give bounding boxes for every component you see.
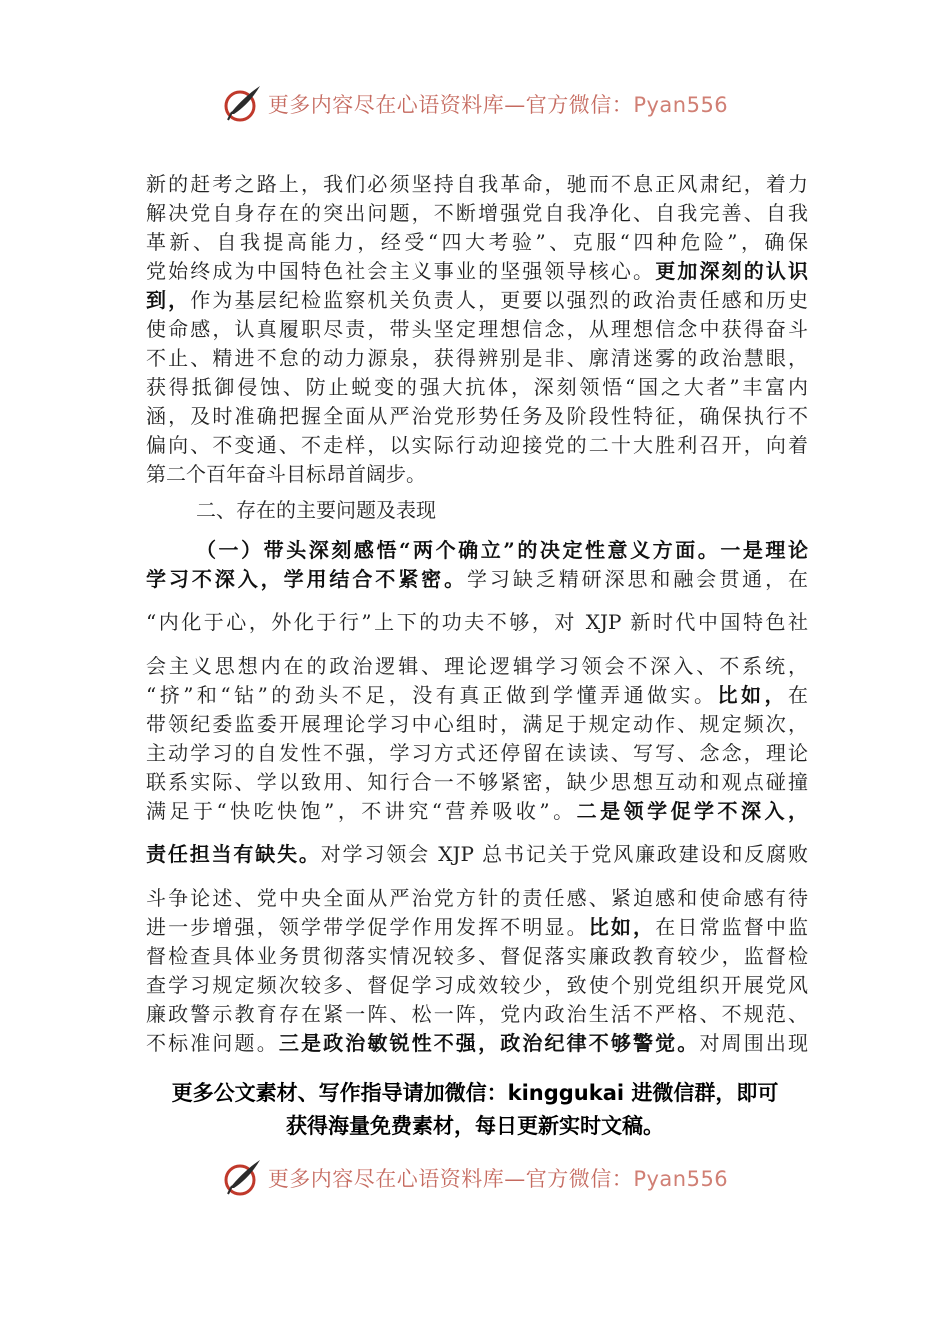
quill-pen-logo-icon — [222, 84, 262, 124]
text-line: （一）带头深刻感悟“两个确立”的决定性意义方面。一是理论 — [196, 538, 808, 562]
text-line: 解决党自身存在的突出问题，不断增强党自我净化、自我完善、自我 — [146, 201, 808, 225]
bold-phrase: 比如， — [717, 683, 789, 707]
bold-phrase: 到， — [146, 288, 191, 312]
text-line: 偏向、不变通、不走样，以实际行动迎接党的二十大胜利召开，向着 — [146, 433, 808, 457]
text-line: 使命感，认真履职尽责，带头坚定理想信念，从理想信念中获得奋斗 — [146, 317, 808, 341]
text-line: 不止、精进不怠的动力源泉，获得辨别是非、廓清迷雾的政治慧眼， — [146, 346, 808, 370]
text-line: 进一步增强，领学带学促学作用发挥不明显。比如，在日常监督中监 — [146, 915, 809, 939]
text-line: 督检查具体业务贯彻落实情况较多、督促落实廉政教育较少，监督检 — [146, 944, 808, 968]
text-line: 会主义思想内在的政治逻辑、理论逻辑学习领会不深入、不系统， — [146, 654, 808, 678]
text-line: “内化于心，外化于行”上下的功夫不够，对 XJP 新时代中国特色社 — [146, 610, 808, 634]
text-line: 获得抵御侵蚀、防止蜕变的强大抗体，深刻领悟“国之大者”丰富内 — [146, 375, 808, 399]
text-line: 满足于“快吃快饱”，不讲究“营养吸收”。二是领学促学不深入， — [146, 799, 808, 823]
wechat-id: Pyan556 — [633, 93, 729, 117]
text-line: 党始终成为中国特色社会主义事业的坚强领导核心。更加深刻的认识 — [146, 259, 809, 283]
promo-line-1: 更多公文素材、写作指导请加微信：kinggukai 进微信群，即可 — [171, 1081, 779, 1105]
text-line: 第二个百年奋斗目标昂首阔步。 — [146, 462, 426, 486]
header-banner — [0, 84, 950, 124]
text-line: 斗争论述、党中央全面从严治党方针的责任感、紧迫感和使命感有待 — [146, 886, 808, 910]
section-heading-text: 二、存在的主要问题及表现 — [196, 498, 436, 522]
text-line: 廉政警示教育存在紧一阵、松一阵，党内政治生活不严格、不规范、 — [146, 1002, 808, 1026]
banner-text: 更多内容尽在心语资料库—官方微信：Pyan556 — [267, 93, 729, 117]
bold-phrase: 二是领学促学不深入， — [576, 799, 808, 823]
text-line: 带领纪委监委开展理论学习中心组时，满足于规定动作、规定频次， — [146, 712, 808, 736]
text-line: 学习不深入，学用结合不紧密。学习缺乏精研深思和融会贯通，在 — [146, 567, 808, 591]
text-line: 到，作为基层纪检监察机关负责人，更要以强烈的政治责任感和历史 — [146, 288, 809, 312]
banner-text: 更多内容尽在心语资料库—官方微信：Pyan556 — [267, 1167, 729, 1191]
text-line: 革新、自我提高能力，经受“四大考验”、克服“四种危险”，确保 — [146, 230, 808, 254]
quill-pen-logo-icon — [222, 1158, 262, 1198]
text-line: 涵，及时准确把握全面从严治党形势任务及阶段性特征，确保执行不 — [146, 404, 808, 428]
bold-phrase: 更加深刻的认识 — [655, 259, 809, 283]
text-line: 主动学习的自发性不强，学习方式还停留在读读、写写、念念，理论 — [146, 741, 808, 765]
text-line: 查学习规定频次较多、督促学习成效较少，致使个别党组织开展党风 — [146, 973, 808, 997]
text-line: 新的赶考之路上，我们必须坚持自我革命，驰而不息正风肃纪，着力 — [146, 172, 808, 196]
text-line: 联系实际、学以致用、知行合一不够紧密，缺少思想互动和观点碰撞 — [146, 770, 808, 794]
text-line: “挤”和“钻”的劲头不足，没有真正做到学懂弄通做实。比如，在 — [146, 683, 809, 707]
bold-phrase: 三是政治敏锐性不强，政治纪律不够警觉。 — [278, 1031, 700, 1055]
bold-phrase: 责任担当有缺失。 — [146, 842, 321, 866]
footer-banner — [0, 1158, 950, 1198]
bold-phrase: 比如， — [588, 915, 656, 939]
wechat-id: Pyan556 — [633, 1167, 729, 1191]
bold-phrase: 学习不深入，学用结合不紧密。 — [146, 567, 467, 591]
promo-line-2: 获得海量免费素材，每日更新实时文稿。 — [286, 1114, 664, 1138]
text-line: 不标准问题。三是政治敏锐性不强，政治纪律不够警觉。对周围出现 — [146, 1031, 809, 1055]
text-line: 责任担当有缺失。对学习领会 XJP 总书记关于党风廉政建设和反腐败 — [146, 842, 808, 866]
